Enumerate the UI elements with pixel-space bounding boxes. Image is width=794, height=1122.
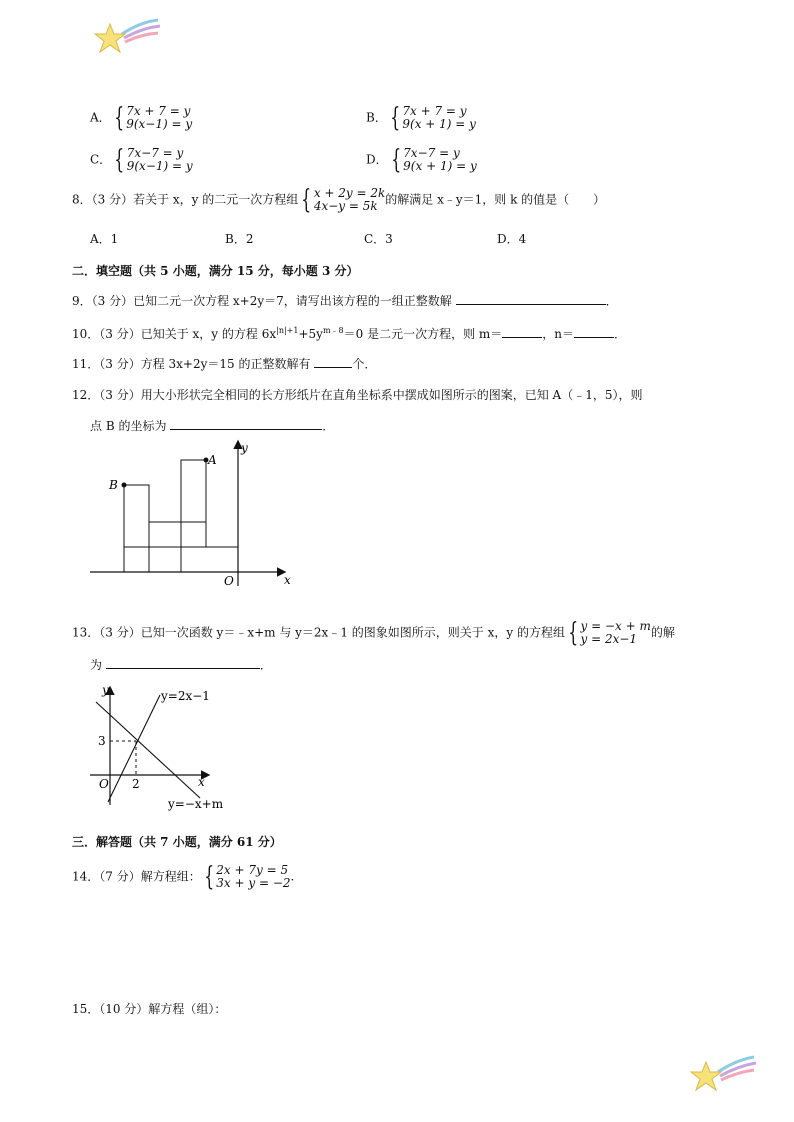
q8-option-a[interactable]: A．1 <box>90 232 119 246</box>
q8-option-b[interactable]: B．2 <box>225 232 254 246</box>
equation: x + 2y = 2k <box>313 186 386 200</box>
label-3: 3 <box>98 734 106 748</box>
equation: 4x−y = 5k <box>313 199 378 213</box>
equation: 7x + 7 = y <box>126 104 191 118</box>
equation: 7x−7 = y <box>403 146 460 160</box>
q12-rectangles-figure <box>88 438 298 590</box>
equation: 9(x + 1) = y <box>402 117 476 131</box>
equation: 2x + 7y = 5 <box>216 863 289 877</box>
question-12-line2: 点 B 的坐标为 ． <box>90 419 335 433</box>
answer-blank[interactable] <box>106 656 260 669</box>
question-14: 14．（7 分）解方程组： { 2x + 7y = 5 3x + y = −2 . <box>72 862 295 892</box>
option-b[interactable]: B． { 7x + 7 = y 9(x + 1) = y <box>366 103 476 133</box>
question-11: 11．（3 分）方程 3x+2y＝15 的正整数解有 个． <box>72 357 377 371</box>
label-line2: y=−x+m <box>168 797 224 811</box>
rectangle <box>181 460 206 547</box>
question-8: 8．（3 分）若关于 x，y 的二元一次方程组 { x + 2y = 2k 4x−y = 5k 的解满足 x﹣y＝1，则 k 的值是（ ） <box>72 185 606 215</box>
option-label: C． <box>90 152 112 167</box>
q8-option-c[interactable]: C．3 <box>364 232 393 246</box>
question-9: 9．（3 分）已知二元一次方程 x+2y＝7，请写出该方程的一组正整数解 ． <box>72 294 618 308</box>
question-10: 10．（3 分）已知关于 x，y 的方程 $6x^{|n|+1}+5y^{m﹣8}=0$ 是二元一次方程，则 m＝ ，n＝ ． <box>72 326 627 341</box>
answer-blank[interactable] <box>170 417 322 430</box>
equation: 9(x + 1) = y <box>403 159 477 173</box>
answer-blank[interactable] <box>456 292 606 305</box>
label-origin: O <box>99 777 109 791</box>
equation: 9(x−1) = y <box>126 159 193 173</box>
equation: y = 2x−1 <box>580 632 638 646</box>
option-c[interactable]: C． { 7x−7 = y 9(x−1) = y <box>90 145 193 175</box>
label-x: x <box>198 775 205 789</box>
rectangle <box>124 547 181 572</box>
shooting-star-icon <box>688 1052 760 1098</box>
answer-blank-m[interactable] <box>502 325 542 338</box>
equation: 3x + y = −2 <box>216 876 291 890</box>
q13-graph-figure <box>88 680 248 815</box>
label-y: y <box>241 441 248 455</box>
line-neg-x-plus-m <box>96 702 200 798</box>
option-label: B． <box>366 110 387 125</box>
section-3-title: 三．解答题（共 7 小题，满分 61 分） <box>72 835 282 849</box>
answer-blank-n[interactable] <box>574 325 614 338</box>
shooting-star-icon <box>92 16 164 60</box>
section-2-title: 二．填空题（共 5 小题，满分 15 分，每小题 3 分） <box>72 264 359 278</box>
label-a: A <box>208 453 217 467</box>
label-origin: O <box>224 574 234 588</box>
label-x: x <box>284 573 291 587</box>
equation: 7x−7 = y <box>126 146 184 160</box>
rectangle <box>149 522 206 547</box>
option-label: A． <box>90 110 111 125</box>
rectangle <box>181 547 238 572</box>
label-line1: y=2x−1 <box>161 689 210 703</box>
label-b: B <box>109 478 118 492</box>
equation: 9(x−1) = y <box>126 117 193 131</box>
question-15: 15．（10 分）解方程（组）： <box>72 1002 227 1016</box>
point-b <box>122 483 127 488</box>
answer-blank[interactable] <box>314 355 352 368</box>
question-12-line1: 12．（3 分）用大小形状完全相同的长方形纸片在直角坐标系中摆成如图所示的图案，已知 A（﹣1，5），则 <box>72 388 643 402</box>
option-label: D． <box>366 152 388 167</box>
question-13: 13．（3 分）已知一次函数 y＝﹣x+m 与 y＝2x﹣1 的图象如图所示，则关于 x，y 的方程组 { y = −x + m y = 2x−1 的解 <box>72 618 675 648</box>
label-y: y <box>102 683 109 697</box>
equation: y = −x + m <box>580 619 651 633</box>
option-a[interactable]: A． { 7x + 7 = y 9(x−1) = y <box>90 103 193 133</box>
rectangle <box>124 485 149 572</box>
q8-option-d[interactable]: D．4 <box>497 232 527 246</box>
label-2: 2 <box>132 777 140 791</box>
equation: 7x + 7 = y <box>402 104 467 118</box>
option-d[interactable]: D． { 7x−7 = y 9(x + 1) = y <box>366 145 477 175</box>
question-13-line2: 为 ． <box>90 658 272 672</box>
